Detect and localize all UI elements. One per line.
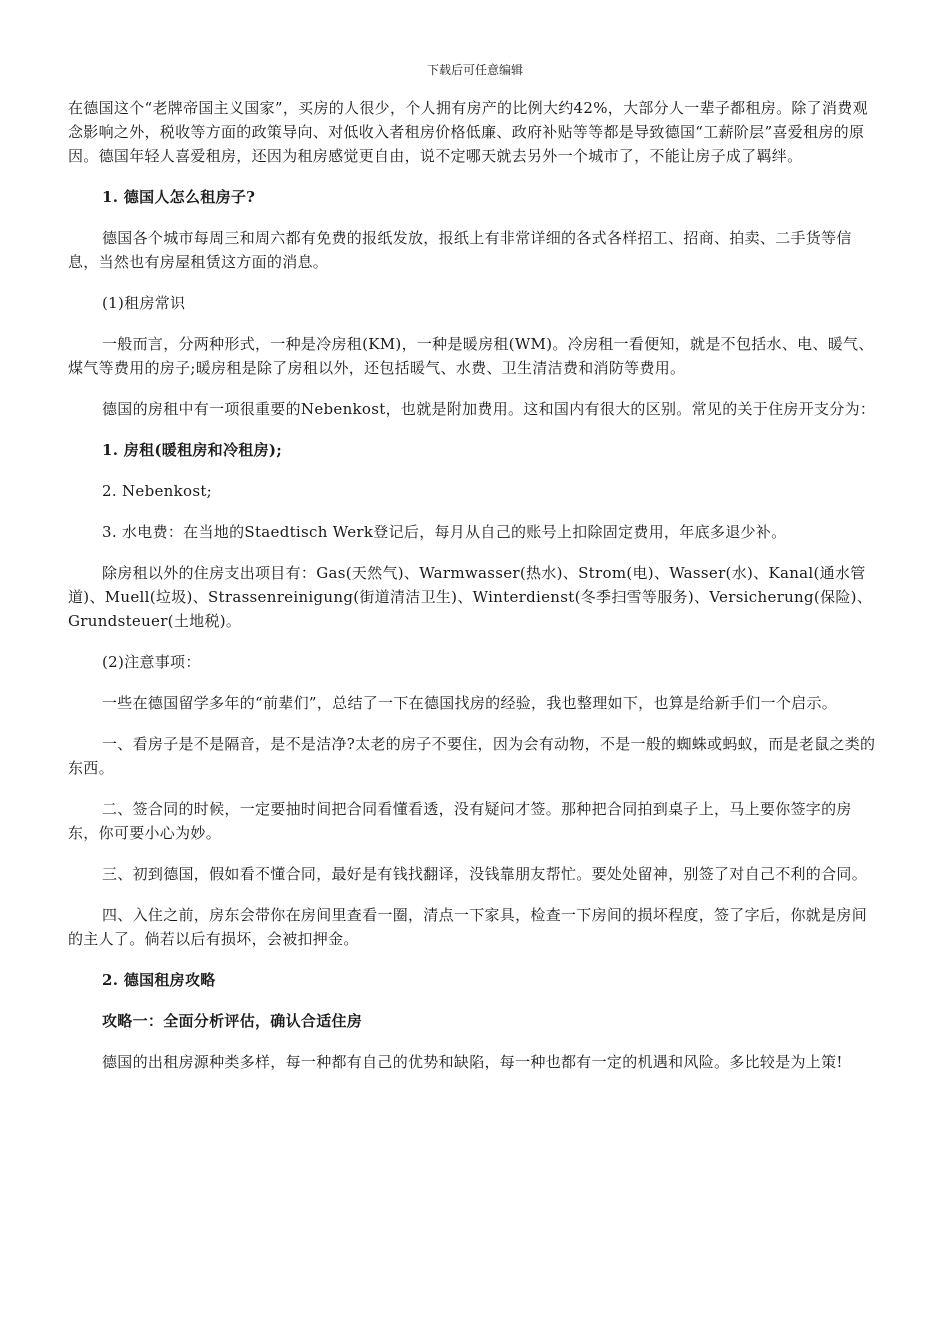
section-heading-2: 2. 德国租房攻略 [102,971,216,989]
page-header: 下载后可任意编辑 [426,63,523,77]
tip-one: 一、看房子是不是隔音，是不是洁净?太老的房子不要住，因为会有动物，不是一般的蜘蛛或蚂蚁，而是老鼠之类的东西。 [68,735,876,777]
tip-two: 二、签合同的时候，一定要抽时间把合同看懂看透，没有疑问才签。那种把合同拍到桌子上，马上要你签字的房东，你可要小心为妙。 [68,800,852,842]
paragraph-rent-types: 一般而言，分两种形式，一种是冷房租(KM)，一种是暖房租(WM)。冷房租一看便知，就是不包括水、电、暖气、煤气等费用的房子;暖房租是除了房租以外，还包括暖气、水费、卫生清洁费和消防等费用。 [68,335,874,377]
paragraph-strategy-1: 德国的出租房源种类多样，每一种都有自己的优势和缺陷，每一种也都有一定的机遇和风险。多比较是为上策! [102,1053,843,1071]
subheading-rental-basics: (1)租房常识 [102,294,186,312]
section-heading-1: 1. 德国人怎么租房子? [102,188,256,206]
tip-three: 三、初到德国，假如看不懂合同，最好是有钱找翻译，没钱靠朋友帮忙。要处处留神，别签了对自己不利的合同。 [102,865,868,883]
tip-four: 四、入住之前，房东会带你在房间里查看一圈，清点一下家具，检查一下房间的损坏程度，签了字后，你就是房间的主人了。倘若以后有损坏，会被扣押金。 [68,906,868,948]
intro-paragraph: 在德国这个“老牌帝国主义国家”，买房的人很少，个人拥有房产的比例大约42%，大部分人一辈子都租房。除了消费观念影响之外，税收等方面的政策导向、对低收入者租房价格低廉、政府补贴等等都是导致德国“工薪阶层”喜爱租房的原因。德国年轻人喜爱租房，还因为租房感觉更自由，说不定哪天就去另外一个城市了，不能让房子成了羁绊。 [68,99,868,165]
list-item-nebenkost: 2. Nebenkost; [102,482,213,500]
paragraph-nebenkost: 德国的房租中有一项很重要的Nebenkost，也就是附加费用。这和国内有很大的区别。常见的关于住房开支分为： [102,400,876,418]
paragraph-newspapers: 德国各个城市每周三和周六都有免费的报纸发放，报纸上有非常详细的各式各样招工、招商、拍卖、二手货等信息，当然也有房屋租赁这方面的消息。 [68,229,852,271]
strategy-heading-1: 攻略一：全面分析评估，确认合适住房 [102,1012,363,1030]
list-item-rent: 1. 房租(暖租房和冷租房); [102,441,283,459]
document-body [68,96,882,1091]
paragraph-experience: 一些在德国留学多年的“前辈们”，总结了一下在德国找房的经验，我也整理如下，也算是给新手们一个启示。 [102,694,838,712]
paragraph-expense-items: 除房租以外的住房支出项目有：Gas(天然气)、Warmwasser(热水)、Strom(电)、Wasser(水)、Kanal(通水管道)、Muell(垃圾)、Strassenreinigung(街道清洁卫生)、Winterdienst(冬季扫雪等服务)、Versicherung(保险)、Grundsteuer(土地税)。 [68,564,873,630]
list-item-utilities: 3. 水电费：在当地的Staedtisch Werk登记后，每月从自己的账号上扣除固定费用，年底多退少补。 [102,523,787,541]
subheading-notes: (2)注意事项： [102,653,201,671]
